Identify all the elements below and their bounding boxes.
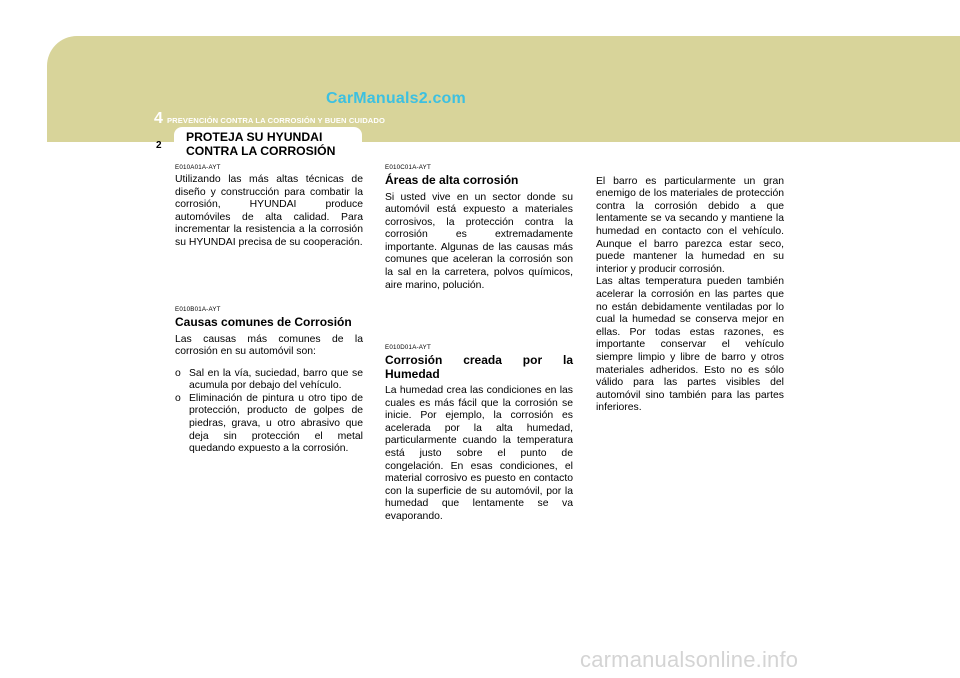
column-1 (175, 164, 363, 250)
section-code: E010A01A-AYT (175, 164, 221, 171)
column-2-humidity (385, 344, 573, 524)
bullet-mark: o (175, 392, 181, 404)
section-heading: Causas comunes de Corrosión (175, 315, 352, 329)
list-item (175, 393, 363, 456)
mud-paragraph: El barro es particularmente un gran enemigo de los materiales de protección contra la corrosión debido a que lentamente se va secando y mantiene la humedad en contacto con el vehículo. Aunque el barro parezca estar seco, puede mantener la humedad en su interior y producir corrosión. Las altas temperatura pueden también acelerar la corrosión en las partes que no están debidamente ventiladas por lo cual la humedad se conserva mejor en ellas. Por todas estas razones, es importante conservar el vehículo siempre limpio y libre de barro y otros materiales adheridos. Esto no es sólo válido para las partes visibles del automóvil sino también para las partes inferiores. (596, 175, 784, 414)
section-heading: Áreas de alta corrosión (385, 173, 519, 187)
humidity-paragraph: La humedad crea las condiciones en las cuales es más fácil que la corrosión se inicie. Por ejemplo, la corrosión es acelerada por la alta humedad, particularmente cuando la temperatura está justo sobre el punto de congelación. En esas condiciones, el material corrosivo es puesto en contacto con la superficie de su automóvil, por la humedad que lentamente se va evaporando. (385, 385, 573, 522)
intro-paragraph: Utilizando las más altas técnicas de diseño y construcción para combatir la corrosión, HYUNDAI produce automóviles de alta calidad. Para incrementar la resistencia a la corrosión su HYUNDAI precisa de su cooperación. (175, 174, 363, 248)
section-code: E010B01A-AYT (175, 306, 221, 313)
column-1-causes (175, 306, 363, 456)
watermark-bottom[interactable]: carmanualsonline.info (580, 647, 799, 672)
header-band-corner (47, 36, 77, 66)
section-heading: Corrosión creada por la Humedad (385, 353, 573, 381)
watermark-top[interactable]: CarManuals2.com (326, 90, 466, 107)
bullet-text: Eliminación de pintura u otro tipo de protección, producto de golpes de piedras, grava, u otro abrasivo que deja sin protección el metal quedando expuesto a la corrosión. (189, 392, 363, 455)
section-title: PROTEJA SU HYUNDAI CONTRA LA CORROSIÓN (186, 130, 336, 158)
list-item (175, 368, 363, 393)
column-2 (385, 164, 573, 292)
chapter-title: PREVENCIÓN CONTRA LA CORROSIÓN Y BUEN CUIDADO (167, 116, 385, 125)
bullet-text: Sal en la vía, suciedad, barro que se acumula por debajo del vehículo. (189, 367, 363, 392)
bullet-mark: o (175, 367, 181, 379)
page-number: 2 (156, 140, 162, 151)
section-code: E010D01A-AYT (385, 344, 431, 351)
causes-paragraph: Las causas más comunes de la corrosión en su automóvil son: (175, 333, 363, 358)
chapter-number: 4 (154, 110, 163, 127)
column-3 (596, 163, 784, 427)
section-code: E010C01A-AYT (385, 164, 431, 171)
areas-paragraph: Si usted vive en un sector donde su automóvil está expuesto a materiales corrosivos, la protección contra la corrosión es extremadamente importante. Algunas de las causas más comunes que aceleran la corrosión son la sal en la carretera, polvos químicos, aire marino, polución. (385, 191, 573, 291)
